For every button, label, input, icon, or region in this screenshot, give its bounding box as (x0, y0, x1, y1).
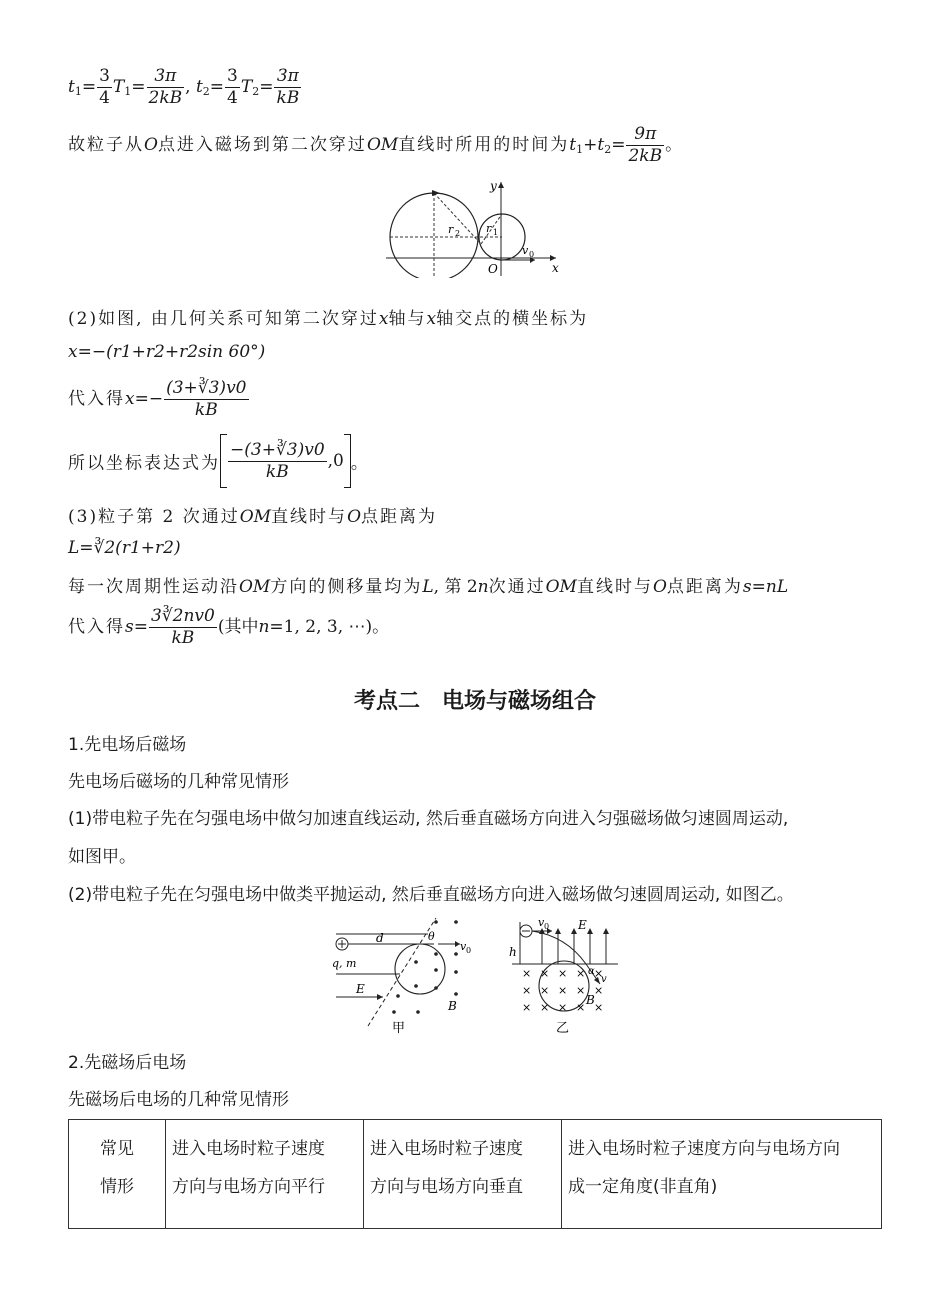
e-arrow (377, 994, 383, 1000)
text: (其中 (217, 617, 259, 637)
cross: × (594, 984, 604, 997)
cell-line: 进入电场时粒子速度方向与电场方向 (568, 1139, 840, 1159)
numerator: (3+∛3)v0 (166, 378, 247, 398)
paragraph-case1-cont: 如图甲。 (68, 847, 136, 867)
dot (396, 994, 400, 998)
var-OM: OM (545, 577, 577, 597)
period: 。 (665, 135, 683, 155)
paragraph-case1: (1)带电粒子先在匀强电场中做匀加速直线运动, 然后垂直磁场方向进入匀强磁场做匀速圆周运动, (68, 809, 789, 829)
text: 故粒子从 (68, 135, 144, 155)
denominator: 2kB (628, 146, 663, 166)
numerator: 3 (99, 66, 110, 86)
dashed-radius-small (481, 214, 502, 244)
dot (434, 920, 438, 924)
cross: × (558, 1001, 568, 1014)
text: 每一次周期性运动沿 (68, 577, 239, 597)
var-n: n (258, 617, 270, 637)
section-title: 考点二 电场与磁场组合 (353, 689, 596, 714)
cross: × (594, 1001, 604, 1014)
cell-line: 方向与电场方向垂直 (370, 1177, 523, 1197)
text: 直线时所用的时间为 (398, 135, 570, 155)
text: =1, 2, 3, ⋯)。 (269, 617, 390, 637)
paragraph-case2: (2)带电粒子先在匀强电场中做类平抛运动, 然后垂直磁场方向进入磁场做匀速圆周运动, 如图乙。 (68, 885, 794, 905)
denominator: kB (265, 461, 289, 482)
dot (434, 986, 438, 990)
var-L: L (422, 577, 434, 597)
var-t: t (569, 135, 577, 155)
denominator: 4 (99, 88, 110, 108)
eq: = (133, 617, 148, 637)
text: 直线时与 (576, 577, 653, 597)
header-line: 常见 (100, 1139, 134, 1159)
label-r2-sub: 2 (455, 229, 461, 238)
cross: × (576, 1001, 586, 1014)
heading-magnetic-then-electric: 2.先磁场后电场 (68, 1053, 187, 1073)
fraction (164, 378, 248, 421)
label-v: v (601, 974, 607, 985)
e-arrow (571, 928, 577, 934)
plus: + (583, 135, 598, 155)
denominator: 2kB (148, 88, 183, 108)
cross: × (576, 967, 586, 980)
dot (454, 952, 458, 956)
text: (2)如图, 由几何关系可知第二次穿过 (68, 309, 379, 329)
var-s: s=nL (742, 577, 789, 597)
var-OM: OM (366, 135, 399, 155)
text: 点进入磁场到第二次穿过 (157, 135, 367, 155)
formula-substitute-s (68, 606, 389, 649)
denominator: kB (171, 628, 195, 648)
formula-x-coordinate: x=−(r1+r2+r2sin 60°) (68, 342, 266, 362)
numerator: 9π (626, 124, 664, 146)
text: 点距离为 (666, 577, 743, 597)
numerator: −(3+∛3)v0 (230, 439, 325, 460)
label-v0: v (460, 940, 467, 953)
var-O: O (347, 507, 361, 527)
label-d: d (376, 931, 384, 945)
heading-electric-then-magnetic: 1.先电场后磁场 (68, 735, 187, 755)
numerator: 3 (227, 66, 238, 86)
label-E: E (578, 918, 587, 932)
cell-line: 方向与电场方向平行 (172, 1177, 325, 1197)
table-header-cell (69, 1120, 166, 1229)
figure-jia (328, 914, 478, 1036)
table-cell (562, 1120, 882, 1229)
table-cell (364, 1120, 562, 1229)
dot (434, 952, 438, 956)
text: 直线时与 (271, 507, 348, 527)
separator: , (185, 77, 196, 97)
cell-line: 进入电场时粒子速度 (172, 1139, 325, 1159)
text-line-geometry (68, 304, 588, 329)
fraction (149, 606, 217, 649)
eq: =− (134, 389, 164, 409)
sub: 2 (604, 143, 612, 156)
text: 轴与 (388, 309, 427, 329)
formula-coordinate-expression (68, 434, 368, 488)
dot (454, 920, 458, 924)
text: , 第 2 (433, 577, 478, 597)
label-v0-sub: 0 (544, 922, 550, 931)
fraction (228, 440, 327, 483)
denominator: kB (194, 400, 218, 420)
text: 方向的侧移量均为 (270, 577, 423, 597)
table-cell (166, 1120, 364, 1229)
cell-line: 成一定角度(非直角) (568, 1177, 718, 1197)
cases-table (68, 1119, 882, 1229)
numerator: 3∛2nv0 (150, 606, 215, 626)
text-line-part3 (68, 502, 437, 527)
fraction (147, 66, 185, 109)
var-t: t (597, 135, 605, 155)
label-B: B (448, 999, 457, 1013)
cross: × (558, 984, 568, 997)
label-qm: q, m (332, 957, 357, 970)
text: 次通过 (488, 577, 546, 597)
coordinate-tail: ,0 (327, 451, 344, 471)
fraction (97, 66, 112, 109)
text: (3)粒子第 2 次通过 (68, 507, 240, 527)
label-theta: θ (428, 930, 435, 943)
caption-jia: 甲 (392, 1021, 406, 1036)
eq: = (81, 77, 97, 97)
numerator: 3π (147, 66, 185, 88)
sub: 1 (576, 143, 584, 156)
denominator: kB (276, 88, 300, 108)
cross: × (594, 967, 604, 980)
caption-yi: 乙 (556, 1021, 570, 1036)
fraction (274, 66, 301, 109)
label-v0: v (522, 244, 529, 257)
cross: × (540, 967, 550, 980)
var-n: n (477, 577, 489, 597)
label-r1-sub: 1 (493, 228, 499, 237)
formula-t1-t2 (68, 66, 302, 109)
e-arrow (555, 928, 561, 934)
var-x: x (378, 309, 389, 329)
label-v0-sub: 0 (466, 946, 472, 955)
left-bracket (220, 434, 227, 488)
var-OM: OM (239, 577, 271, 597)
text: 代入得 (68, 389, 125, 409)
var-x: x (426, 309, 437, 329)
var-t2: t (195, 77, 203, 97)
label-v0-sub: 0 (529, 250, 535, 259)
label-B: B (586, 993, 595, 1007)
fraction (626, 124, 664, 167)
label-h: h (509, 945, 517, 959)
var-OM: OM (239, 507, 272, 527)
cross: × (576, 984, 586, 997)
formula-L: L=∛2(r1+r2) (68, 538, 181, 558)
var-x: x (125, 389, 135, 409)
sub: 2 (252, 85, 260, 98)
label-r1: r (486, 222, 492, 235)
subheading-cases: 先电场后磁场的几种常见情形 (68, 772, 289, 792)
cross: × (522, 967, 532, 980)
cell-line: 进入电场时粒子速度 (370, 1139, 523, 1159)
sub: 1 (74, 85, 82, 98)
dot (454, 970, 458, 974)
dot (414, 984, 418, 988)
figure-yi (506, 914, 618, 1036)
e-arrow (587, 928, 593, 934)
text: 所以坐标表达式为 (68, 453, 220, 474)
parabola-path (532, 931, 586, 964)
cross: × (558, 967, 568, 980)
label-y: y (490, 179, 497, 193)
text: 代入得 (68, 617, 125, 637)
cross: × (522, 1001, 532, 1014)
var-s: s (125, 617, 134, 637)
text: 点距离为 (361, 507, 437, 527)
right-bracket (344, 434, 351, 488)
cross: × (540, 1001, 550, 1014)
sub: 2 (202, 85, 210, 98)
var-t1: t (68, 77, 75, 97)
formula-substitute-x (68, 378, 250, 421)
dot (392, 1010, 396, 1014)
var-O: O (652, 577, 667, 597)
dot (414, 960, 418, 964)
text-line-periodic (68, 572, 788, 597)
var-T: T (240, 77, 253, 97)
label-r2: r (448, 223, 454, 236)
period: 。 (350, 453, 368, 474)
var-O: O (144, 135, 158, 155)
text-line-total-time (68, 124, 682, 167)
denominator: 4 (227, 88, 238, 108)
label-O: O (488, 262, 498, 276)
subheading-cases-2: 先磁场后电场的几种常见情形 (68, 1090, 289, 1110)
sub: 1 (124, 85, 132, 98)
dot (454, 992, 458, 996)
cross: × (540, 984, 550, 997)
label-x: x (552, 261, 559, 275)
text: 轴交点的横坐标为 (436, 309, 589, 329)
label-v0: v (538, 916, 545, 929)
header-line: 情形 (100, 1177, 134, 1197)
table-row (69, 1120, 882, 1229)
eq: = (611, 135, 626, 155)
figure-circles-axes (380, 178, 570, 278)
cross: × (522, 984, 532, 997)
numerator: 3π (274, 66, 301, 88)
fraction (225, 66, 240, 109)
dot (434, 968, 438, 972)
y-axis-arrow (498, 182, 504, 188)
eq: = (131, 77, 146, 97)
eq: = (209, 77, 225, 97)
e-arrow (603, 928, 609, 934)
eq: = (259, 77, 274, 97)
trajectory-circle (395, 944, 445, 994)
label-E: E (356, 982, 365, 996)
dot (416, 1010, 420, 1014)
var-T: T (112, 77, 125, 97)
label-alpha: α (588, 966, 595, 977)
